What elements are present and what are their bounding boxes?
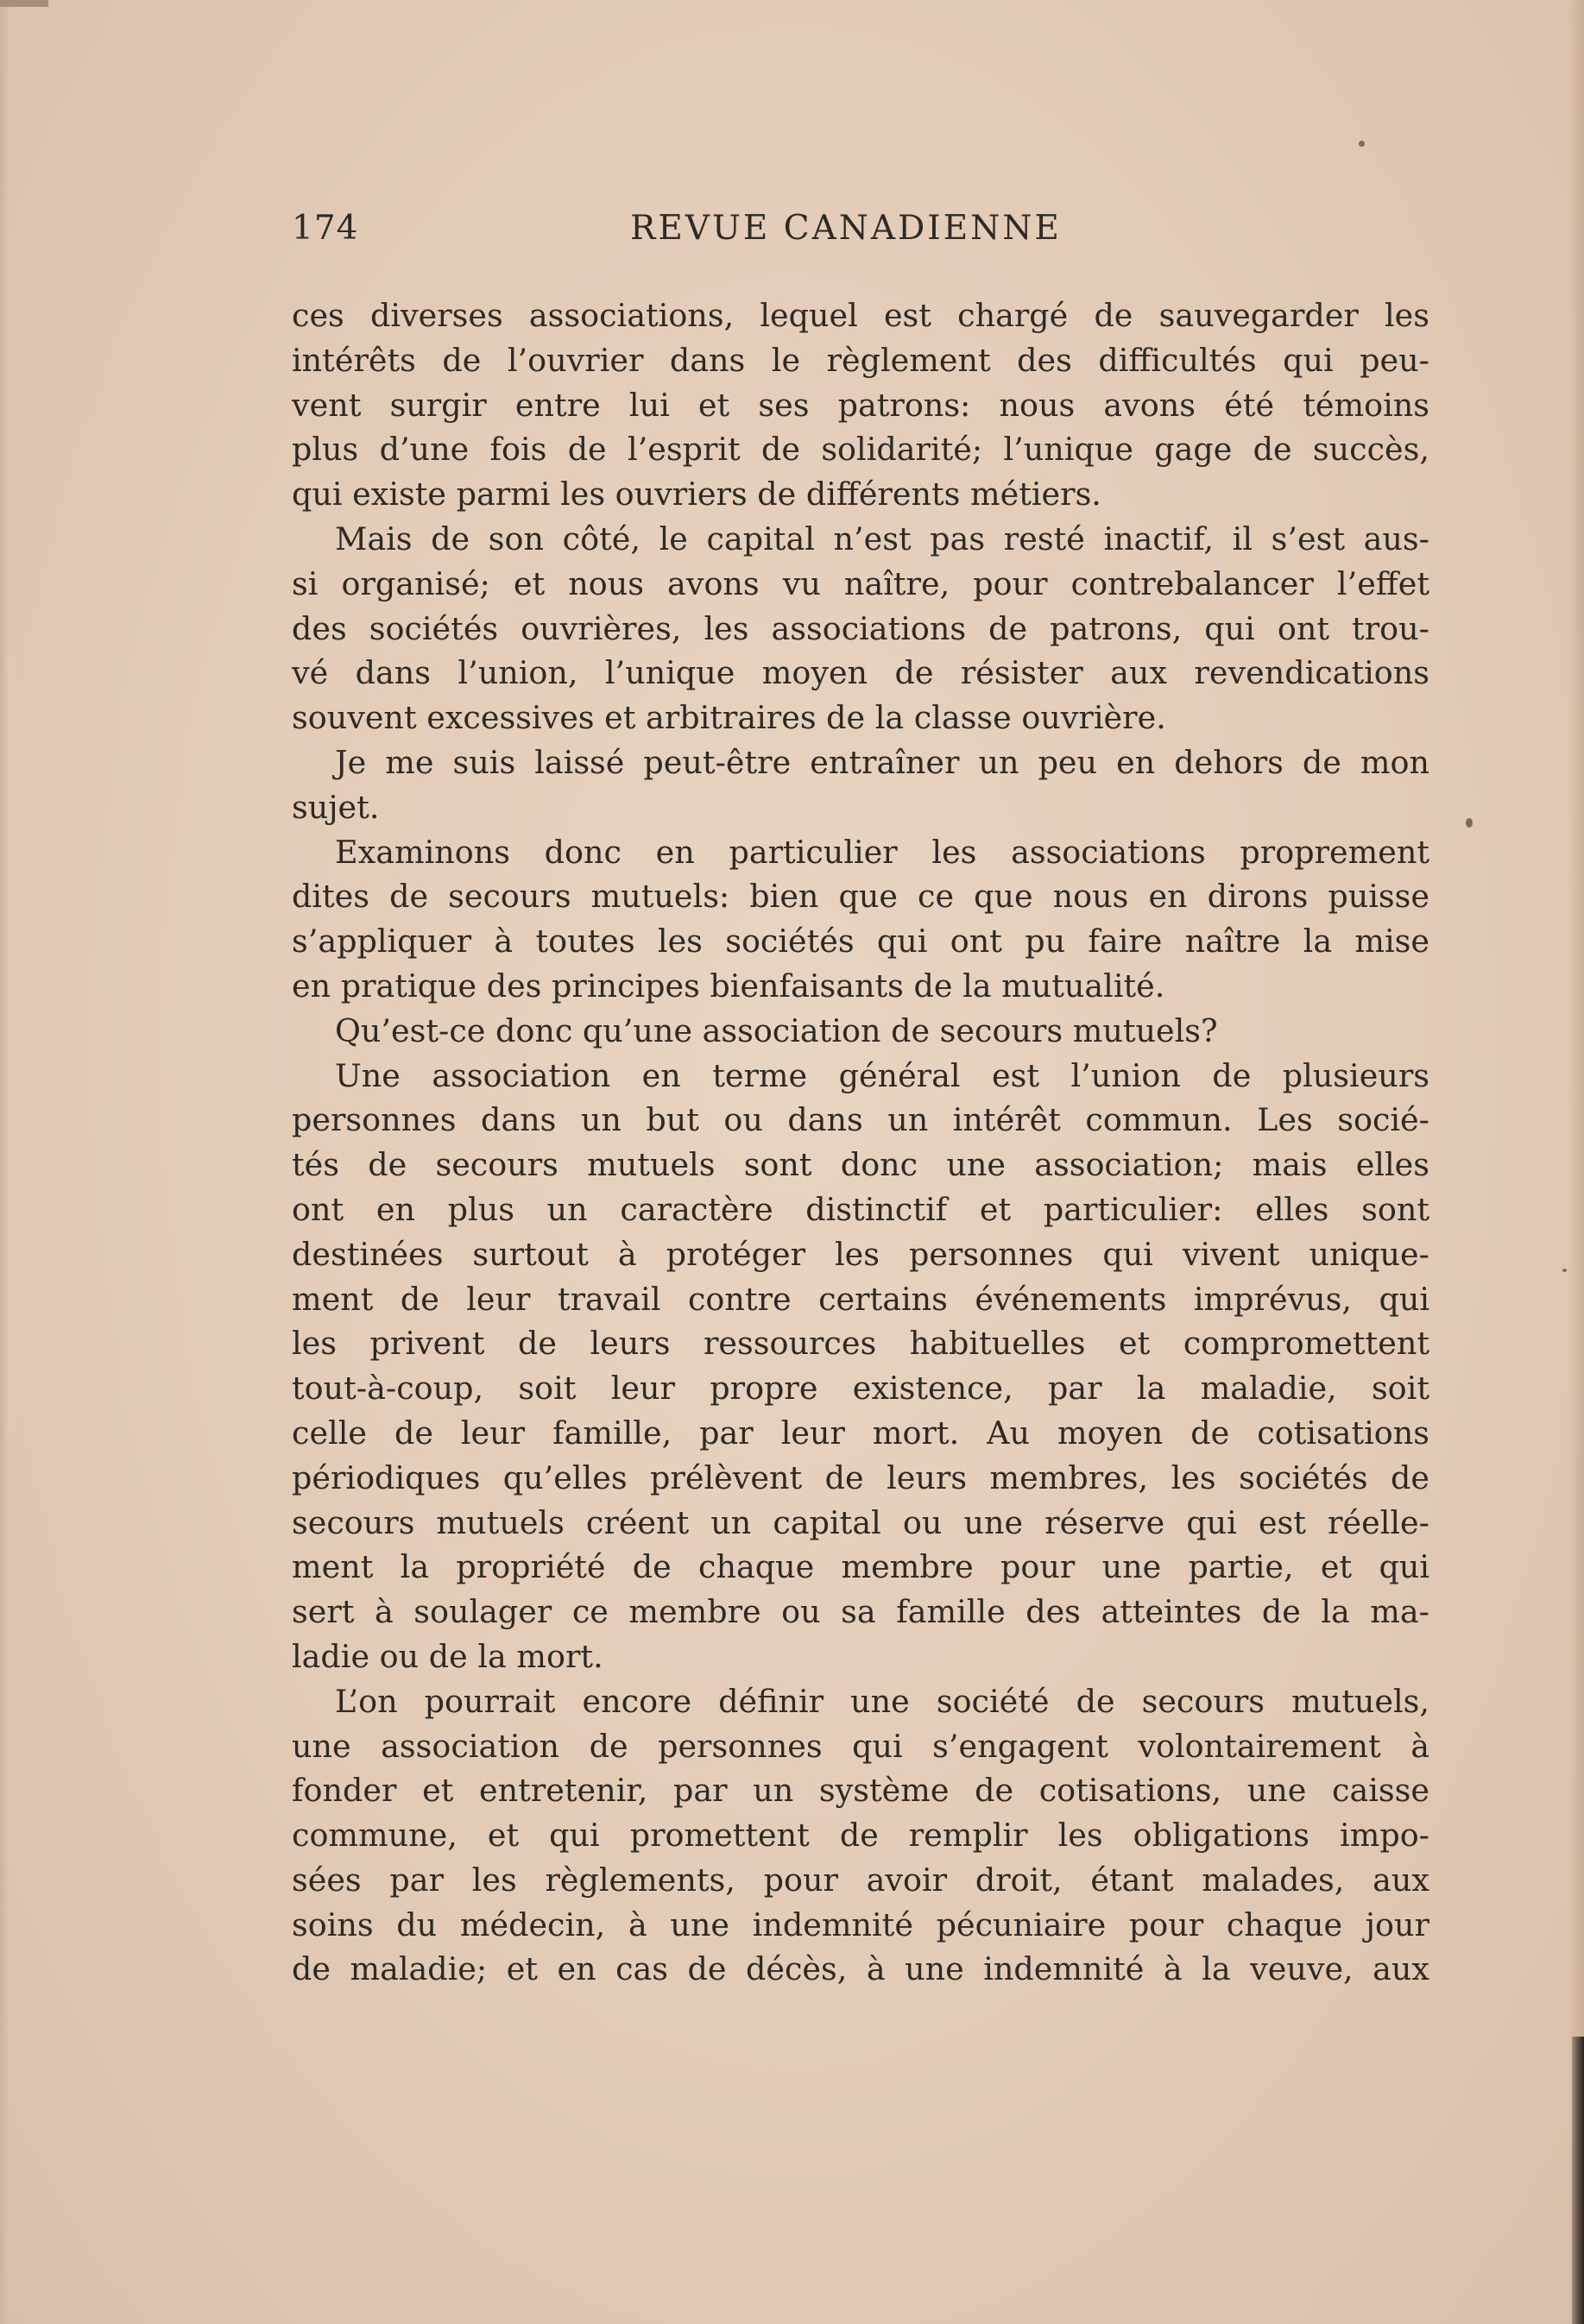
text-line: Mais de son côté, le capital n’est pas resté inactif, il s’est aus- (335, 520, 1429, 557)
text-line: commune, et qui promettent de remplir les obligations impo- (292, 1817, 1429, 1855)
running-header (292, 207, 1103, 250)
text-line: ladie ou de la mort. (292, 1637, 603, 1675)
text-line: tés de secours mutuels sont donc une association; mais elles (292, 1146, 1429, 1184)
text-line: plus d’une fois de l’esprit de solidarité; l’unique gage de succès, (292, 431, 1429, 469)
text-line: secours mutuels créent un capital ou une réserve qui est réelle- (292, 1503, 1429, 1541)
text-line: Qu’est-ce donc qu’une association de secours mutuels? (335, 1011, 1218, 1049)
text-line: Une association en terme général est l’union de plusieurs (335, 1056, 1429, 1094)
text-line: qui existe parmi les ouvriers de différents métiers. (292, 476, 1101, 513)
page-number: 174 (292, 209, 359, 248)
text-line: destinées surtout à protéger les personnes qui vivent unique- (292, 1235, 1429, 1273)
page-right-edge (1568, 0, 1584, 2324)
text-line: ment la propriété de chaque membre pour une partie, et qui (292, 1548, 1429, 1586)
text-line: tout-à-coup, soit leur propre existence, par la maladie, soit (292, 1370, 1429, 1408)
text-line: en pratique des principes bienfaisants de la mutualité. (292, 967, 1165, 1005)
text-line: Je me suis laissé peut-être entraîner un peu en dehors de mon (335, 743, 1429, 781)
text-line: ces diverses associations, lequel est chargé de sauvegarder les (292, 297, 1429, 334)
journal-title: REVUE CANADIENNE (630, 209, 1062, 248)
text-line: périodiques qu’elles prélèvent de leurs membres, les sociétés de (292, 1458, 1429, 1496)
body-text (292, 293, 1429, 1992)
text-line: sujet. (292, 788, 380, 826)
text-line: celle de leur famille, par leur mort. Au moyen de cotisations (292, 1414, 1429, 1452)
page-binding-shadow (1572, 2037, 1584, 2324)
text-line: les privent de leurs ressources habituelles et compromettent (292, 1325, 1429, 1363)
paper-speck (1466, 818, 1473, 828)
text-line: ment de leur travail contre certains événements imprévus, qui (292, 1280, 1429, 1318)
text-line: personnes dans un but ou dans un intérêt commun. Les socié- (292, 1101, 1429, 1139)
text-line: souvent excessives et arbitraires de la classe ouvrière. (292, 699, 1166, 737)
page-corner-mark (0, 0, 48, 7)
text-line: vé dans l’union, l’unique moyen de résister aux revendications (292, 654, 1429, 692)
text-line: vent surgir entre lui et ses patrons: nous avons été témoins (292, 386, 1429, 424)
paper-speck (1359, 141, 1365, 147)
text-line: de maladie; et en cas de décès, à une indemnité à la veuve, aux (292, 1950, 1429, 1988)
text-line: soins du médecin, à une indemnité pécuniaire pour chaque jour (292, 1905, 1429, 1943)
text-line: L’on pourrait encore définir une société de secours mutuels, (335, 1682, 1429, 1720)
text-line: des sociétés ouvrières, les associations de patrons, qui ont trou- (292, 609, 1429, 647)
text-line: fonder et entretenir, par un système de cotisations, une caisse (292, 1772, 1429, 1810)
text-line: s’appliquer à toutes les sociétés qui ont pu faire naître la mise (292, 923, 1429, 960)
page-left-edge (0, 0, 9, 2324)
text-line: une association de personnes qui s’engagent volontairement à (292, 1727, 1429, 1765)
text-line: Examinons donc en particulier les associations proprement (335, 833, 1429, 871)
paper-speck (1562, 1269, 1567, 1272)
text-line: ont en plus un caractère distinctif et particulier: elles sont (292, 1190, 1429, 1228)
text-line: intérêts de l’ouvrier dans le règlement des difficultés qui peu- (292, 341, 1429, 379)
text-line: sées par les règlements, pour avoir droit, étant malades, aux (292, 1861, 1429, 1899)
text-line: dites de secours mutuels: bien que ce que nous en dirons puisse (292, 878, 1429, 916)
text-line: sert à soulager ce membre ou sa famille des atteintes de la ma- (292, 1593, 1429, 1631)
text-line: si organisé; et nous avons vu naître, pour contrebalancer l’effet (292, 564, 1429, 602)
